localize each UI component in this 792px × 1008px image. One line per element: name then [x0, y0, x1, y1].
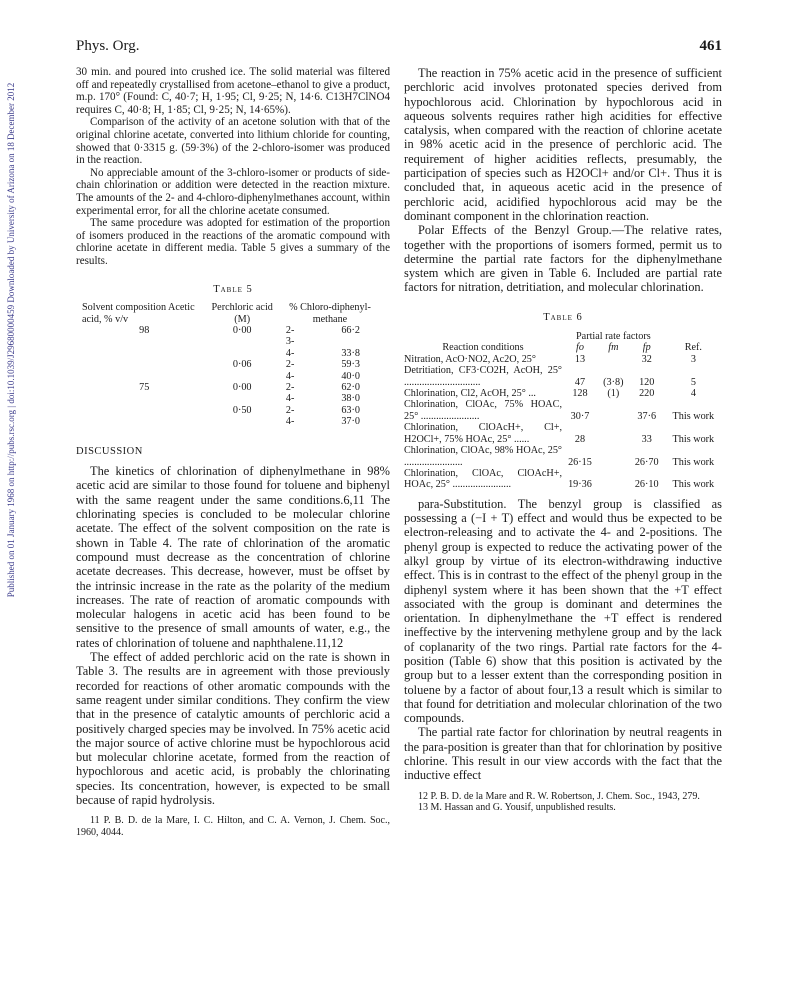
paragraph: Polar Effects of the Benzyl Group.—The relative rates, together with the proportions of isomers formed, permit us to determine the partial rate factors for the diphenylmethane system which are given in Table 6. Included are partial rate factors for nitration, detritiation, and molecular chlorination. — [404, 223, 722, 295]
table-cell: 38·0 — [341, 393, 360, 405]
table-cell: 26·70 — [634, 456, 659, 468]
table-row — [82, 371, 382, 382]
table-cell — [82, 416, 206, 427]
table-cell: 59·3 — [341, 359, 360, 371]
table-cell: (1) — [607, 388, 620, 400]
table-cell: 0·06 — [232, 359, 252, 371]
table-cell — [206, 336, 277, 347]
table-cell: 98 — [139, 324, 150, 336]
table-header-row — [404, 342, 722, 353]
table-cell: 62·0 — [341, 381, 360, 393]
table-row — [82, 405, 382, 416]
table-cell: 28 — [574, 433, 586, 445]
table-cell: Chlorination, ClOAc, 98% HOAc, 25° ....................... — [404, 445, 562, 468]
table-cell — [82, 405, 206, 416]
table-cell — [82, 371, 206, 382]
table-cell: 40·0 — [341, 370, 360, 382]
table6 — [404, 331, 722, 491]
table-cell — [82, 393, 206, 404]
table-cell — [82, 336, 206, 347]
table-cell: This work — [672, 479, 715, 491]
table-group-header-row — [404, 331, 722, 342]
table-header: % Chloro-diphenyl-methane — [289, 302, 371, 325]
table-header: Perchloric acid (M) — [211, 302, 273, 325]
table-row — [82, 325, 382, 336]
paragraph: The effect of added perchloric acid on the rate is shown in Table 3. The results are in agreement with those previously recorded for reactions of other aromatic compounds with the same reagent under similar conditions. They confirm the view that in the presence of catalytic amounts of perchloric acid a positively charged species may be involved. In 75% acetic acid the major source of active chlorine must be hypochlorous acid but molecular chlorine acetate, formed from the reaction of hypochlorous and acetic acid, is probably the chlorinating species. Its concentration, however, is expected to be small because of rapid hydrolysis. — [76, 650, 390, 807]
table-row — [82, 336, 382, 347]
table-cell: 2- — [285, 359, 295, 371]
table-cell: 3- — [285, 336, 295, 348]
table-cell: 128 — [572, 388, 588, 400]
table-cell — [206, 371, 277, 382]
paragraph: The same procedure was adopted for estimation of the proportion of isomers produced in the reactions of the aromatic compound with chlorine acetate in different media. Table 5 gives a summary of the results. — [76, 217, 390, 267]
paragraph: No appreciable amount of the 3-chloro-isomer or products of side-chain chlorination or addition were detected in the reaction mixture. The amounts of the 2- and 4-chloro-diphenylmethanes account, within experimental error, for all the chlorine acetate consumed. — [76, 166, 390, 217]
table-cell: Chlorination, ClOAcH+, Cl+, H2OCl+, 75% HOAc, 25° ...... — [404, 422, 562, 445]
page-number: 461 — [699, 38, 722, 54]
table-row — [82, 416, 382, 427]
footnote: 12 P. B. D. de la Mare and R. W. Robertson, J. Chem. Soc., 1943, 279. — [418, 790, 700, 802]
table5 — [82, 302, 382, 427]
table-cell — [598, 468, 629, 491]
download-notice-text: Published on 01 January 1968 on http://pubs.rsc.org | doi:10.1039/J29680000459 Downloaded by University of Arizona on 18 December 2012 — [6, 82, 16, 598]
table-cell: Chlorination, Cl2, AcOH, 25° ... — [404, 388, 536, 400]
table-cell: 3 — [690, 353, 696, 365]
download-notice — [0, 60, 22, 620]
table-cell: 19·36 — [568, 479, 592, 491]
table-row — [404, 422, 722, 445]
table-cell: 37·0 — [341, 416, 360, 428]
paragraph: The partial rate factor for chlorination by neutral reagents in the para-position is greater than that for chlorination by positive chlorine. This result in our view accords with the fact that the inductive effect — [404, 725, 722, 783]
table-cell: 0·50 — [232, 404, 252, 416]
table-cell: 13 — [574, 353, 586, 365]
table-row — [82, 393, 382, 404]
table-header: fo — [576, 342, 584, 354]
left-column — [76, 66, 390, 838]
table-cell — [206, 348, 277, 359]
table-cell: 32 — [641, 353, 652, 365]
table-row — [82, 348, 382, 359]
table-cell: Detritiation, CF3·CO2H, AcOH, 25° .............................. — [404, 365, 562, 388]
table-cell: 5 — [690, 376, 696, 388]
table-header: fm — [608, 342, 619, 354]
table-cell: Chlorination, ClOAc, ClOAcH+, HOAc, 25° ....................... — [404, 467, 562, 491]
table-row — [82, 359, 382, 370]
table-cell — [82, 348, 206, 359]
table-row — [82, 382, 382, 393]
table-cell: 0·00 — [232, 324, 252, 336]
table-cell: 33 — [641, 433, 652, 445]
paragraph: Comparison of the activity of an acetone solution with that of the original chlorine acetate, converted into lithium chloride for counting, showed that 0·3315 g. (59·3%) of the 2-chloro-isomer was produced in the reaction. — [76, 116, 390, 167]
paragraph: 30 min. and poured into crushed ice. The solid material was filtered off and repeatedly crystallised from acetone–ethanol to give a product, m.p. 170° (Found: C, 40·7; H, 1·95; Cl, 9·25; N, 14·6. C13H7ClNO4 requires C, 40·8; H, 1·85; Cl, 9·25; N, 14·65%). — [76, 66, 390, 116]
table-cell: 120 — [639, 376, 655, 388]
table-cell — [82, 359, 206, 370]
table-cell: 4- — [285, 370, 295, 382]
table-cell: (3·8) — [603, 376, 624, 388]
table-row — [404, 468, 722, 491]
table-row — [404, 365, 722, 388]
table-row — [404, 399, 722, 422]
table-cell: 30·7 — [570, 410, 590, 422]
table-cell: 2- — [285, 381, 295, 393]
table-cell — [598, 354, 629, 365]
table-cell: This work — [672, 456, 715, 468]
table-row — [404, 388, 722, 399]
table-cell: Chlorination, ClOAc, 75% HOAC, 25° ....................... — [404, 399, 562, 422]
table-cell — [598, 399, 629, 422]
table-cell: This work — [672, 410, 715, 422]
table-header: fp — [642, 342, 651, 354]
table-cell: 2- — [285, 404, 295, 416]
table-header-row — [82, 302, 382, 325]
table-cell — [317, 336, 382, 347]
table-cell: This work — [672, 433, 715, 445]
journal-title: Phys. Org. — [76, 38, 140, 54]
table-cell — [598, 422, 629, 445]
table-cell: 66·2 — [341, 324, 360, 336]
table-cell: 26·15 — [568, 456, 592, 468]
table-header: Solvent composition Acetic acid, % v/v — [82, 302, 195, 325]
footnote: 13 M. Hassan and G. Yousif, unpublished results. — [418, 802, 616, 814]
table-cell: 4- — [285, 393, 295, 405]
table-cell — [598, 445, 629, 468]
table-cell: 0·00 — [232, 381, 252, 393]
paragraph: The reaction in 75% acetic acid in the presence of sufficient perchloric acid involves protonated species derived from hypochlorous acid. Chlorination by hypochlorous acid in aqueous solvents requires rather high acidities for effective catalysis, when compared with the reaction of chlorine acetate in 98% acetic acid in the presence of perchloric acid. The requirement of higher acidities reflects, presumably, the participation of species such as H2OCl+ and/or Cl+. Thus it is concluded that, in aqueous acetic acid in the presence of perchloric acid, acidified hypochlorous acid may be the dominant component in the chlorination reaction. — [404, 66, 722, 223]
table-cell: 4- — [285, 347, 295, 359]
right-column — [404, 66, 722, 814]
table-cell: 4 — [690, 388, 696, 400]
table-cell: Nitration, AcO·NO2, Ac2O, 25° — [404, 353, 536, 365]
footnote: 11 P. B. D. de la Mare, I. C. Hilton, and C. A. Vernon, J. Chem. Soc., 1960, 4044. — [76, 815, 390, 838]
table-cell: 37·6 — [637, 410, 657, 422]
table-group-header: Partial rate factors — [576, 331, 651, 343]
table-cell: 2- — [285, 324, 295, 336]
table-cell: 220 — [639, 388, 655, 400]
table-cell: 33·8 — [341, 347, 360, 359]
table-cell: 4- — [285, 416, 295, 428]
table5-title: Table 5 — [213, 283, 253, 295]
table-cell: 47 — [574, 376, 586, 388]
table-row — [404, 354, 722, 365]
table-cell — [206, 393, 277, 404]
table-cell: 75 — [139, 381, 150, 393]
section-heading: DISCUSSION — [76, 445, 143, 457]
table-cell — [206, 416, 277, 427]
table-row — [404, 445, 722, 468]
paragraph: para-Substitution. The benzyl group is classified as possessing a (−I + T) effect and would thus be expected to be electron-releasing and to activate the 4- and 2-positions. The phenyl group is expected to reduce the activating power of the alkyl group by virtue of its electron-withdrawing inductive effect. This is in contrast to the effect of the phenyl group in the diphenyl system where it has been shown that the +T effect associated with the group is dominant and determines the orientation. In diphenylmethane the +T effect is rendered ineffective by the intervening methylene group and by the lack of coplanarity of the two rings. Partial rate factors for the 4-position (Table 6) show that this position is activated by the group but to a lesser extent than the corresponding position in toluene by a factor of about four,13 a result which is similar to that found for detritiation and molecular chlorination of the two compounds. — [404, 496, 722, 726]
table6-title: Table 6 — [543, 311, 583, 323]
paragraph: The kinetics of chlorination of diphenylmethane in 98% acetic acid are similar to those found for toluene and biphenyl with the same reagent under the same conditions.6,11 The chlorinating species is concluded to be molecular chlorine acetate. The effect of the solvent composition on the rate is shown in Table 4. The rate of chlorination of the aromatic compound must decrease as the concentration of chlorine acetate decreases. This decrease, however, must be offset by the intrinsic increase in the rate as the polarity of the medium increases. The rate of reaction of aromatic compounds with molecular halogens in acetic acid has been found to be sensitive to the presence of small amounts of water, e.g., the rates of chlorination of toluene and naphthalene.11,12 — [76, 464, 390, 650]
table-header: Ref. — [684, 342, 702, 354]
table-cell: 26·10 — [634, 479, 659, 491]
table-header: Reaction conditions — [442, 342, 524, 354]
table-cell: 63·0 — [341, 404, 360, 416]
